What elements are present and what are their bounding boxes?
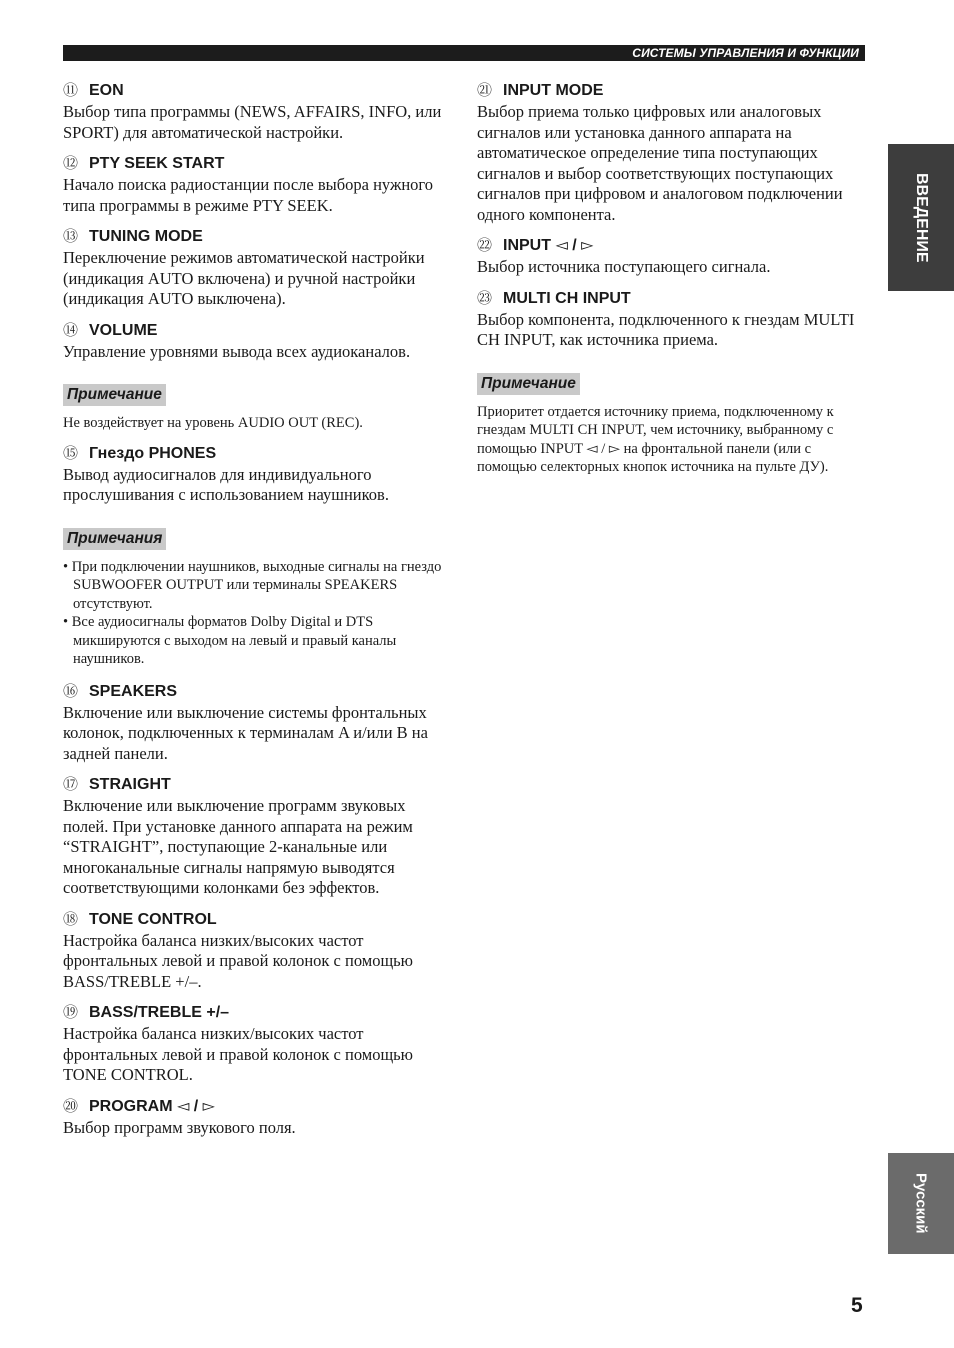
item-title: VOLUME (89, 321, 158, 339)
item-title: Гнездо PHONES (89, 444, 217, 462)
language-tab-russian (888, 1153, 954, 1254)
item-title: TUNING MODE (89, 228, 203, 245)
item-number: ⑭ (63, 320, 79, 339)
item-tone-control (63, 907, 453, 993)
item-title: MULTI CH INPUT (503, 289, 631, 307)
item-number: ⑯ (63, 681, 79, 700)
item-description: Вывод аудиосигналов для индивидуального прослушивания с использованием наушников. (63, 464, 389, 504)
item-description: Выбор приема только цифровых или аналоговых сигналов или установка данного аппарата на автоматическое определение типа поступающих сигналов и выбор соответствующих поступающих сигналов при цифровом и аналоговом подключении одного компонента. (477, 102, 843, 224)
item-title: INPUT ◅ / ▻ (503, 237, 594, 254)
item-title: STRAIGHT (89, 776, 171, 793)
item-title: INPUT MODE (503, 82, 604, 99)
left-column (63, 78, 453, 1146)
right-column (477, 78, 869, 485)
item-description: Выбор источника поступающего сигнала. (477, 257, 771, 276)
section-title: СИСТЕМЫ УПРАВЛЕНИЯ И ФУНКЦИИ (632, 46, 859, 60)
item-title: SPEAKERS (89, 682, 178, 700)
notes-list (63, 558, 453, 669)
item-speakers (63, 679, 453, 765)
item-title: TONE CONTROL (89, 910, 217, 928)
item-number: ⑮ (63, 443, 79, 462)
note-text: Не воздействует на уровень AUDIO OUT (REC). (63, 415, 363, 431)
item-description: Включение или выключение системы фронтальных колонок, подключенных к терминалам A и/или B на задней панели. (63, 702, 428, 763)
item-phones (63, 441, 453, 506)
item-description: Включение или выключение программ звуковых полей. При установке данного аппарата на режим “STRAIGHT”, поступающие 2-канальные или многоканальные сигналы напрямую выводятся соответствующими колонками без эффектов. (63, 796, 413, 897)
item-title: PTY SEEK START (89, 155, 225, 172)
item-description: Выбор программ звукового поля. (63, 1117, 296, 1137)
item-number: ⑱ (63, 909, 79, 928)
item-eon (63, 78, 453, 143)
item-straight (63, 772, 453, 899)
note-text: Приоритет отдается источнику приема, подключенному к гнездам MULTI CH INPUT, чем источнику, выбранному с помощью INPUT ◅ / ▻ на фронтальной панели (или с помощью селекторных кнопок источника на пульте ДУ). (477, 403, 834, 475)
item-tuning-mode (63, 224, 453, 310)
item-input-mode (477, 78, 869, 225)
language-tab-label: Русский (912, 1173, 930, 1234)
notes-label: Примечания (63, 528, 166, 550)
item-number: ⑳ (63, 1096, 79, 1115)
item-number: ㉒ (477, 236, 493, 254)
note-item: • Все аудиосигналы форматов Dolby Digital и DTS микшируются с выходом на левый и правый каналы наушников. (63, 614, 397, 667)
item-description: Настройка баланса низких/высоких частот фронтальных левой и правой колонок с помощью TONE CONTROL. (63, 1024, 414, 1084)
item-number: ⑬ (63, 227, 79, 245)
item-title: PROGRAM ◅ / ▻ (89, 1097, 215, 1115)
item-number: ⑪ (63, 81, 79, 99)
item-program (63, 1094, 453, 1139)
item-description: Управление уровнями вывода всех аудиоканалов. (63, 341, 411, 361)
item-bass-treble (63, 1000, 453, 1086)
item-multi-ch-input (477, 286, 869, 351)
item-title: EON (89, 82, 124, 99)
section-tab-introduction (888, 144, 954, 291)
item-number: ⑰ (63, 775, 79, 793)
item-number: ⑫ (63, 154, 79, 172)
item-description: Выбор типа программы (NEWS, AFFAIRS, INFO, или SPORT) для автоматической настройки. (63, 102, 442, 142)
header-bar (63, 45, 865, 61)
note-label: Примечание (63, 384, 166, 406)
item-number: ⑲ (63, 1003, 79, 1021)
item-description: Переключение режимов автоматической настройки (индикация AUTO включена) и ручной настройки (индикация AUTO выключена). (63, 248, 425, 308)
item-description: Начало поиска радиостанции после выбора нужного типа программы в режиме PTY SEEK. (63, 175, 434, 215)
item-description: Настройка баланса низких/высоких частот фронтальных левой и правой колонок с помощью BASS/TREBLE +/–. (63, 930, 414, 991)
item-volume (63, 318, 453, 363)
item-title: BASS/TREBLE +/– (89, 1004, 230, 1021)
item-input (477, 233, 869, 278)
note-item: • При подключении наушников, выходные сигналы на гнездо SUBWOOFER OUTPUT или терминалы SPEAKERS отсутствуют. (63, 558, 442, 612)
item-pty-seek-start (63, 151, 453, 216)
item-number: ㉓ (477, 288, 493, 307)
note-label: Примечание (477, 373, 580, 395)
section-tab-label: ВВЕДЕНИЕ (913, 172, 930, 263)
item-description: Выбор компонента, подключенного к гнездам MULTI CH INPUT, как источника приема. (477, 309, 855, 349)
page-number: 5 (851, 1294, 863, 1317)
item-number: ㉑ (477, 81, 493, 99)
